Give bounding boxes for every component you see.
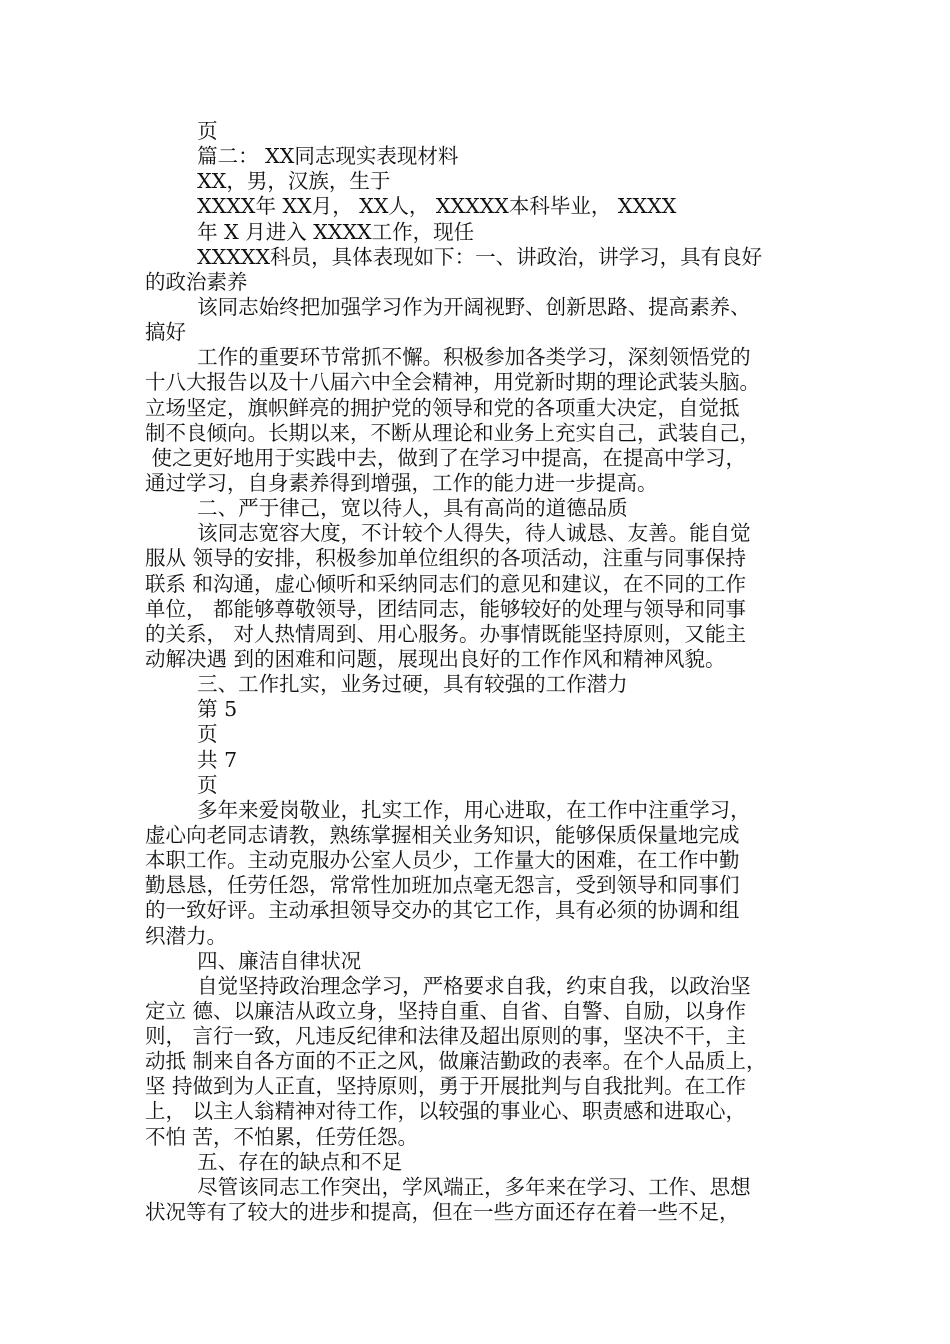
- text-line: 该同志宽容大度，不计较个人得失，待人诚恳、友善。能自觉: [145, 521, 751, 546]
- text-line: 本职工作。主动克服办公室人员少，工作量大的困难，在工作中勤: [145, 848, 740, 873]
- text-line: 坚 持做到为人正直，坚持原则，勇于开展批判与自我批判。在工作: [145, 1074, 747, 1099]
- text-line: 共 7: [145, 747, 238, 772]
- text-line: 织潜力。: [145, 923, 227, 948]
- text-line: 自觉坚持政治理念学习，严格要求自我，约束自我，以政治坚: [145, 973, 751, 998]
- text-line: 页: [145, 119, 218, 143]
- text-line: 篇二： XX同志现实表现材料: [145, 144, 459, 169]
- text-line: 该同志始终把加强学习作为开阔视野、创新思路、提高素养、: [145, 294, 751, 319]
- text-line: 四、廉洁自律状况: [145, 948, 362, 973]
- text-line: 勤恳恳，任劳任怨，常常性加班加点毫无怨言，受到领导和同事们: [145, 873, 740, 898]
- text-line: 五、存在的缺点和不足: [145, 1149, 403, 1174]
- text-line: 二、严于律己，宽以待人，具有高尚的道德品质: [145, 496, 628, 521]
- text-line: 页: [145, 722, 218, 747]
- text-line: 的一致好评。主动承担领导交办的其它工作，具有必须的协调和组: [145, 898, 740, 923]
- text-line: 多年来爱岗敬业，扎实工作，用心进取，在工作中注重学习，: [145, 797, 751, 822]
- text-line: 不怕 苦，不怕累，任劳任怨。: [145, 1124, 419, 1149]
- text-line: 联系 和沟通，虚心倾听和采纳同志们的意见和建议，在不同的工作: [145, 571, 747, 596]
- document-body: [145, 119, 825, 1225]
- text-line: 服从 领导的安排，积极参加单位组织的各项活动，注重与同事保持: [145, 546, 747, 571]
- text-line: 页: [145, 772, 218, 797]
- text-line: 单位， 都能够尊敬领导，团结同志，能够较好的处理与领导和同事: [145, 596, 747, 621]
- text-line: 工作的重要环节常抓不懈。积极参加各类学习，深刻领悟党的: [145, 345, 751, 370]
- text-line: XXXX年 XX月， XX人， XXXXX本科毕业， XXXX: [145, 194, 677, 219]
- text-line: 的关系， 对人热情周到、用心服务。办事情既能坚持原则，又能主: [145, 621, 747, 646]
- text-line: 使之更好地用于实践中去，做到了在学习中提高，在提高中学习，: [145, 445, 747, 470]
- text-line: 年 X 月进入 XXXX工作，现任: [145, 219, 475, 244]
- text-line: 三、工作扎实，业务过硬，具有较强的工作潜力: [145, 672, 628, 697]
- text-line: 尽管该同志工作突出，学风端正，多年来在学习、工作、思想: [145, 1174, 751, 1199]
- text-line: 的政治素养: [145, 269, 248, 294]
- text-line: 搞好: [145, 320, 186, 345]
- text-line: 第 5: [145, 697, 238, 722]
- text-line: 通过学习，自身素养得到增强，工作的能力进一步提高。: [145, 470, 658, 495]
- text-line: XXXXX科员，具体表现如下：一、讲政治，讲学习，具有良好: [145, 244, 763, 269]
- text-line: XX，男，汉族，生于: [145, 169, 391, 194]
- text-line: 制不良倾向。长期以来，不断从理论和业务上充实自己，武装自己，: [145, 420, 760, 445]
- text-line: 状况等有了较大的进步和提高，但在一些方面还存在着一些不足，: [145, 1200, 740, 1225]
- text-line: 立场坚定，旗帜鲜亮的拥护党的领导和党的各项重大决定，自觉抵: [145, 395, 740, 420]
- text-line: 动抵 制来自各方面的不正之风，做廉洁勤政的表率。在个人品质上，: [145, 1049, 767, 1074]
- text-line: 虚心向老同志请教，熟练掌握相关业务知识，能够保质保量地完成: [145, 822, 740, 847]
- text-line: 上， 以主人翁精神对待工作，以较强的事业心、职责感和进取心，: [145, 1099, 747, 1124]
- text-line: 则， 言行一致，凡违反纪律和法律及超出原则的事，坚决不干，主: [145, 1024, 747, 1049]
- text-line: 十八大报告以及十八届六中全会精神，用党新时期的理论武装头脑。: [145, 370, 760, 395]
- text-line: 定立 德、以廉洁从政立身，坚持自重、自省、自警、自励，以身作: [145, 998, 747, 1023]
- text-line: 动解决遇 到的困难和问题，展现出良好的工作作风和精神风貌。: [145, 646, 726, 671]
